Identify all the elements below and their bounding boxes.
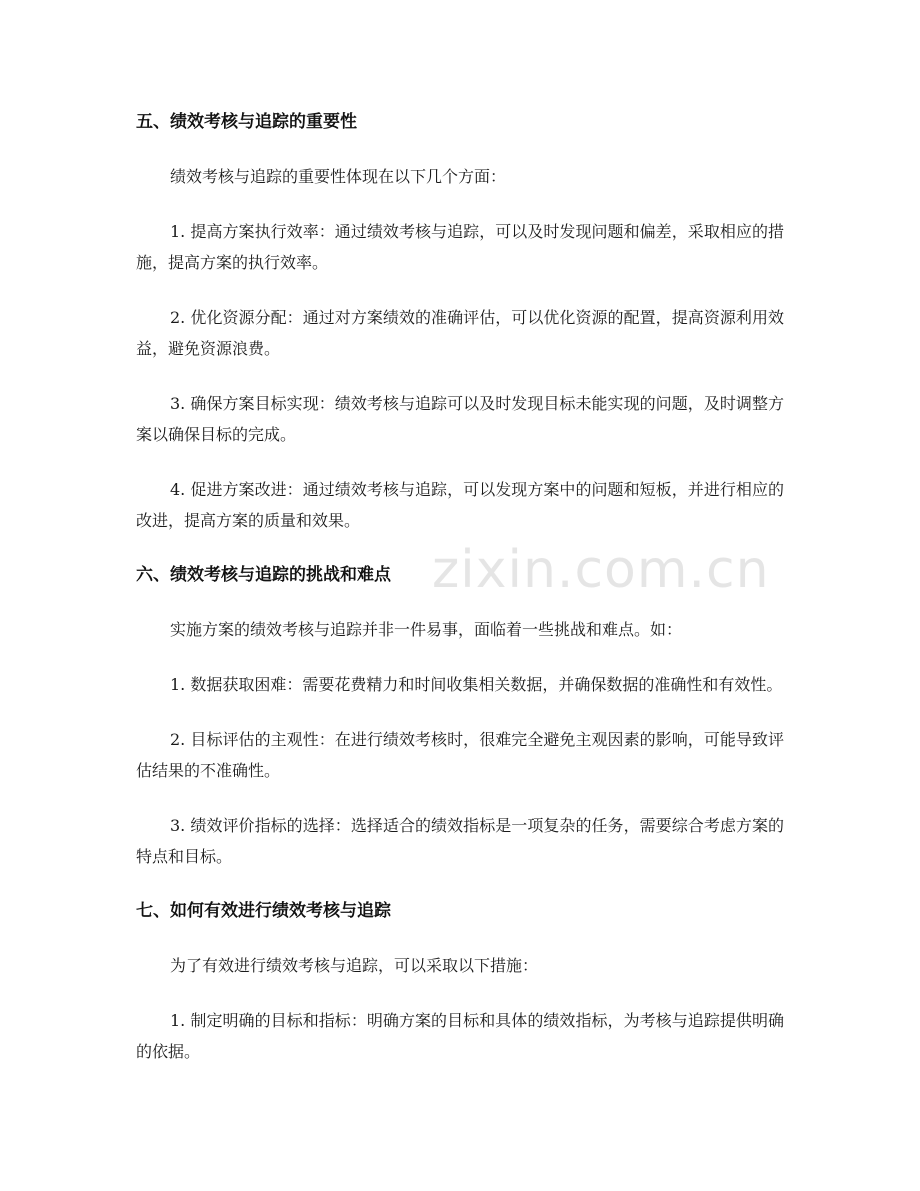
section-5-item-2: 2. 优化资源分配：通过对方案绩效的准确评估，可以优化资源的配置，提高资源利用效益，避免资源浪费。 xyxy=(136,308,784,358)
section-5-item-3: 3. 确保方案目标实现：绩效考核与追踪可以及时发现目标未能实现的问题，及时调整方案以确保目标的完成。 xyxy=(136,394,784,444)
watermark: zixin.com.cn xyxy=(432,540,770,600)
section-6-item-1: 1. 数据获取困难：需要花费精力和时间收集相关数据，并确保数据的准确性和有效性。 xyxy=(170,675,783,694)
section-heading-5: 五、绩效考核与追踪的重要性 xyxy=(136,112,357,132)
section-heading-7: 七、如何有效进行绩效考核与追踪 xyxy=(136,901,391,921)
section-7-item-1: 1. 制定明确的目标和指标：明确方案的目标和具体的绩效指标，为考核与追踪提供明确的依据。 xyxy=(136,1011,784,1061)
section-5-item-4: 4. 促进方案改进：通过绩效考核与追踪，可以发现方案中的问题和短板，并进行相应的改进，提高方案的质量和效果。 xyxy=(136,480,784,530)
section-7-intro: 为了有效进行绩效考核与追踪，可以采取以下措施： xyxy=(170,956,539,975)
section-6-item-2: 2. 目标评估的主观性：在进行绩效考核时，很难完全避免主观因素的影响，可能导致评估结果的不准确性。 xyxy=(136,730,784,780)
section-5-intro: 绩效考核与追踪的重要性体现在以下几个方面： xyxy=(170,167,507,186)
document-body xyxy=(136,107,784,1091)
section-6-intro: 实施方案的绩效考核与追踪并非一件易事，面临着一些挑战和难点。如： xyxy=(170,620,683,639)
section-5-item-1: 1. 提高方案执行效率：通过绩效考核与追踪，可以及时发现问题和偏差，采取相应的措施，提高方案的执行效率。 xyxy=(136,222,784,272)
section-6-item-3: 3. 绩效评价指标的选择：选择适合的绩效指标是一项复杂的任务，需要综合考虑方案的特点和目标。 xyxy=(136,816,784,866)
section-heading-6: 六、绩效考核与追踪的挑战和难点 xyxy=(136,565,391,585)
